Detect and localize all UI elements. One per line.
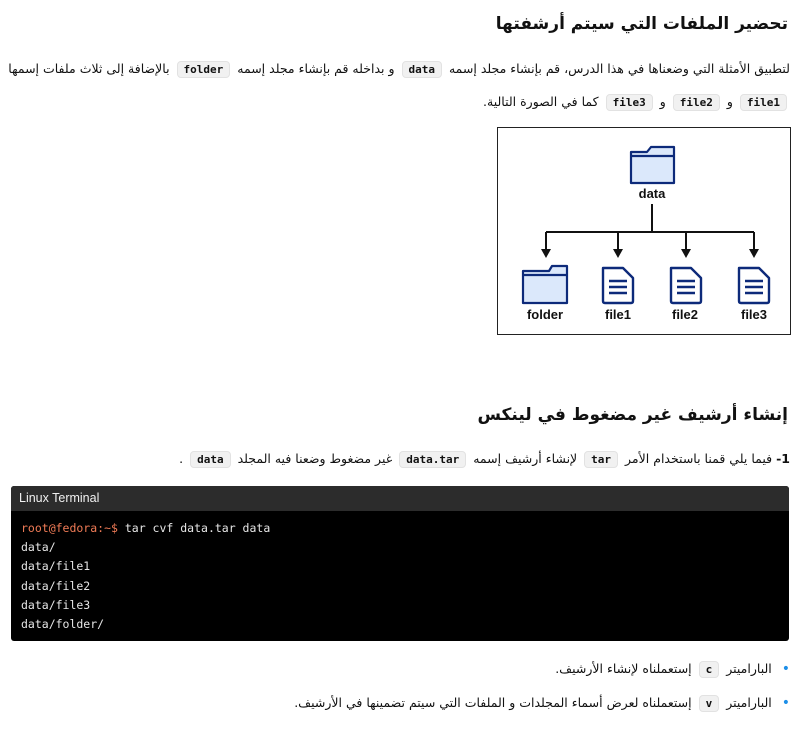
terminal-output-line: data/file2: [21, 578, 91, 593]
terminal-title: Linux Terminal: [11, 486, 789, 511]
terminal-command-line: [21, 519, 779, 538]
root-label: data: [638, 186, 666, 201]
terminal-output-line: data/file1: [21, 559, 91, 574]
intro-paragraph-line1: [8, 61, 790, 78]
folder-label: folder: [526, 307, 564, 322]
folder-icon: [523, 266, 567, 303]
intro-text-2: و بداخله قم بإنشاء مجلد إسمه: [237, 61, 395, 76]
code-tar: tar: [584, 451, 618, 468]
code-data: data: [402, 61, 443, 78]
bullet-prefix: الباراميتر: [726, 661, 772, 676]
terminal-output-line: data/folder/: [21, 617, 105, 632]
step-end: .: [179, 451, 184, 466]
code-param-c: c: [699, 661, 720, 678]
root-folder-icon: [631, 147, 674, 183]
code-file3: file3: [606, 94, 653, 111]
tree-connectors: [546, 204, 754, 252]
terminal-body: [11, 511, 789, 634]
step-text-3: غير مضغوط وضعنا فيه المجلد: [237, 451, 393, 466]
file1-label: file1: [604, 307, 632, 322]
section-title-create-archive: إنشاء أرشيف غير مضغوط في لينكس: [477, 405, 788, 425]
linux-terminal: [11, 486, 789, 641]
bullet-dot-icon: •: [781, 661, 790, 677]
diagram-svg: [498, 128, 790, 334]
step-number: 1-: [776, 451, 790, 466]
file2-label: file2: [671, 307, 699, 322]
file1-icon: [603, 268, 633, 303]
bullet-text: إستعملناه لإنشاء الأرشيف.: [555, 661, 692, 676]
bullet-prefix: الباراميتر: [726, 695, 772, 710]
section-title-prepare-files: تحضير الملفات التي سيتم أرشفتها: [495, 14, 788, 34]
intro-text-4: كما في الصورة التالية.: [483, 94, 599, 109]
and-text-1: و: [726, 94, 733, 109]
code-file1: file1: [740, 94, 787, 111]
code-data-folder: data: [190, 451, 231, 468]
file3-icon: [739, 268, 769, 303]
file3-label: file3: [740, 307, 768, 322]
intro-paragraph-line2: [483, 94, 790, 111]
terminal-prompt: root@fedora:~$: [21, 521, 118, 535]
bullet-item-v: [294, 695, 790, 712]
terminal-output-line: data/: [21, 540, 56, 555]
file2-icon: [671, 268, 701, 303]
folder-structure-diagram: [497, 127, 791, 335]
code-file2: file2: [673, 94, 720, 111]
terminal-command: tar cvf data.tar data: [117, 521, 271, 535]
intro-text-1: لتطبيق الأمثلة التي وضعناها في هذا الدرس، قم بإنشاء مجلد إسمه: [448, 61, 790, 76]
code-param-v: v: [699, 695, 720, 712]
code-data-tar: data.tar: [399, 451, 466, 468]
bullet-dot-icon: •: [781, 695, 790, 711]
step-text-2: لإنشاء أرشيف إسمه: [473, 451, 578, 466]
intro-text-3: بالإضافة إلى ثلاث ملفات إسمها: [8, 61, 170, 76]
terminal-output-line: data/file3: [21, 597, 91, 612]
bullet-item-c: [555, 661, 790, 678]
and-text-2: و: [659, 94, 666, 109]
step1-paragraph: [179, 451, 790, 468]
step-text-1: فيما يلي قمنا باستخدام الأمر: [625, 451, 773, 466]
tree-arrowheads: [541, 249, 759, 258]
code-folder: folder: [177, 61, 231, 78]
bullet-text: إستعملناه لعرض أسماء المجلدات و الملفات التي سيتم تضمينها في الأرشيف.: [294, 695, 692, 710]
